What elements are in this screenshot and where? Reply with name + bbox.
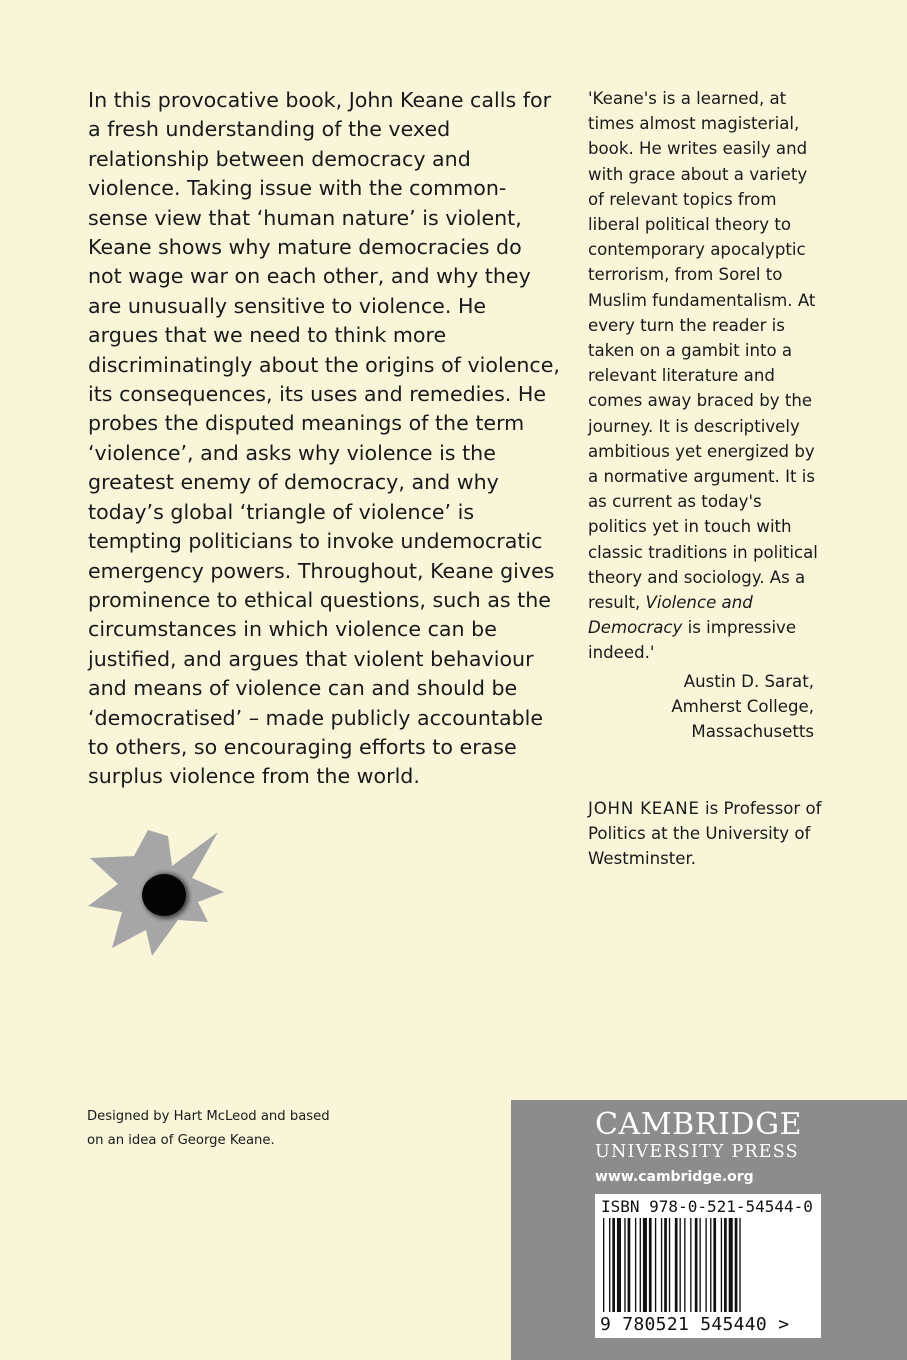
barcode-bar <box>705 1218 706 1312</box>
barcode-bar <box>690 1218 691 1312</box>
barcode-bar <box>710 1218 711 1312</box>
barcode-bar <box>649 1218 652 1312</box>
barcode-bar <box>675 1218 678 1312</box>
barcode-bar <box>680 1218 681 1312</box>
author-bio-text: is Professor of Politics at the University of Westminster. <box>588 799 822 869</box>
author-bio <box>588 796 824 872</box>
barcode-digits: 9 780521 545440 > <box>600 1314 790 1335</box>
barcode-bar <box>643 1218 647 1312</box>
review-book-title: Violence and Democracy <box>588 593 753 638</box>
review-quote-text: 'Keane's is a learned, at times almost magisterial, book. He writes easily and with grace about a variety of relevant topics from liberal political theory to contemporary apocalyptic terrorism, from Sorel to Muslim fundamentalism. At every turn the reader is taken on a gambit into a relevant literature and comes away braced by the journey. It is descriptively ambitious yet energized by a normative argument. It is as current as today's politics yet in touch with classic traditions in political theory and sociology. As a result, <box>588 89 818 613</box>
barcode-icon <box>601 1218 815 1314</box>
barcode-bar <box>661 1218 662 1312</box>
barcode-bar <box>635 1218 636 1312</box>
review-quote-end: is impressive indeed.' <box>588 618 797 663</box>
barcode-bar <box>624 1218 625 1312</box>
barcode-bar <box>739 1218 740 1312</box>
barcode-bar <box>628 1218 631 1312</box>
author-name: JOHN KEANE <box>588 799 700 818</box>
bullet-hole-icon <box>86 826 226 958</box>
barcode-bar <box>735 1218 738 1312</box>
barcode-bar <box>695 1218 698 1312</box>
barcode-bar <box>721 1218 722 1312</box>
barcode-bar <box>617 1218 621 1312</box>
barcode-bar <box>713 1218 716 1312</box>
isbn-barcode-label <box>595 1194 821 1338</box>
barcode-bar <box>655 1218 656 1312</box>
barcode-bar <box>669 1218 670 1312</box>
reviewer-location: Massachusetts <box>691 722 814 742</box>
reviewer-affiliation: Amherst College, <box>671 697 814 717</box>
barcode-bar <box>603 1218 604 1312</box>
publisher-panel <box>511 1100 907 1360</box>
publisher-subtitle: UNIVERSITY PRESS <box>595 1142 799 1162</box>
design-credit: Designed by Hart McLeod and based on an idea of George Keane. <box>87 1109 330 1148</box>
review-quote <box>588 86 824 666</box>
barcode-bar <box>609 1218 610 1312</box>
barcode-bar <box>699 1218 700 1312</box>
reviewer-name: Austin D. Sarat, <box>683 672 814 691</box>
isbn-number: ISBN 978-0-521-54544-0 <box>601 1197 813 1216</box>
barcode-bar <box>729 1218 733 1312</box>
review-attribution <box>588 669 814 745</box>
barcode-bar <box>640 1218 641 1312</box>
barcode-bar <box>612 1218 615 1312</box>
barcode-bar <box>664 1218 667 1312</box>
publisher-url[interactable]: www.cambridge.org <box>595 1169 754 1185</box>
barcode-bar <box>724 1218 727 1312</box>
publisher-name: CAMBRIDGE <box>595 1107 803 1142</box>
blurb-text: In this provocative book, John Keane calls for a fresh understanding of the vexed relationship between democracy and violence. Taking issue with the common-sense view that ‘human nature’ is violent, Keane shows why mature democracies do not wage war on each other, and why they are unusually sensitive to violence. He argues that we need to think more discriminatingly about the origins of violence, its consequences, its uses and remedies. He probes the disputed meanings of the term ‘violence’, and asks why violence is the greatest enemy of democracy, and why today’s global ‘triangle of violence’ is tempting politicians to invoke undemocratic emergency powers. Throughout, Keane gives prominence to ethical questions, such as the circumstances in which violence can be justified, and argues that violent behaviour and means of violence can and should be ‘democratised’ – made publicly accountable to others, so encouraging efforts to erase surplus violence from the world. <box>88 88 560 789</box>
barcode-bar <box>684 1218 685 1312</box>
